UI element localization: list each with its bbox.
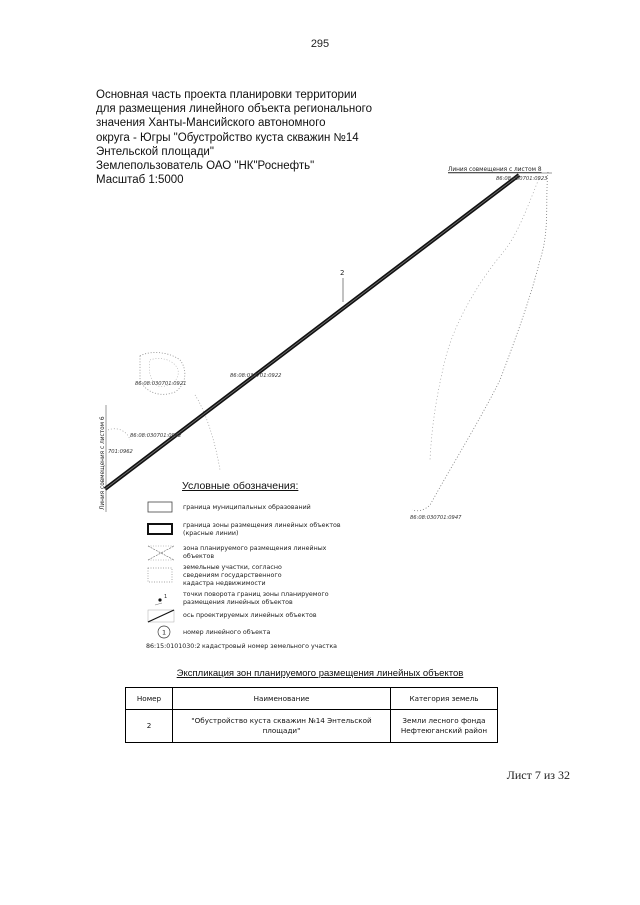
linear-object-axis: [105, 175, 519, 489]
title-line: Землепользователь ОАО "НК"Роснефть": [96, 160, 315, 173]
cadastral-number: 701:0962: [108, 449, 133, 455]
legend-item-text: зона планируемого размещения линейных объектов: [183, 545, 327, 560]
title-line: Основная часть проекта планировки территории: [96, 89, 357, 101]
cadastral-number: 86:08:030701:0922: [230, 373, 282, 379]
category-line: Земли лесного фонда: [402, 716, 486, 725]
legend-icon-axis-line: [148, 610, 174, 622]
svg-text:1: 1: [164, 594, 168, 600]
legend-icon-red-line-zone: [148, 524, 172, 534]
legend-item-text: номер линейного объекта: [183, 629, 271, 636]
title-line: округа - Югры "Обустройство куста скважин №14: [96, 131, 359, 144]
land-plot-outline: [430, 176, 540, 460]
column-header: Категория земель: [391, 688, 498, 710]
cell-category: [391, 710, 498, 743]
legend-title: Условные обозначения:: [182, 480, 299, 492]
table-title: Экспликация зон планируемого размещения линейных объектов: [176, 668, 464, 679]
legend-icon-municipal-boundary: [148, 502, 172, 512]
column-header: Номер: [126, 688, 173, 710]
category-line: Нефтеюганский район: [400, 726, 488, 735]
table-row: [126, 710, 498, 743]
legend-object-number-symbol: 1: [162, 628, 167, 637]
cell-name: "Обустройство куста скважин №14 Энтельской площади": [173, 710, 391, 743]
title-line: для размещения линейного объекта регионального: [96, 103, 372, 116]
legend-icon-object-number: [158, 626, 170, 638]
legend-icon-planned-zone: [148, 546, 174, 560]
cadastral-number: 86:08:030701:0921: [135, 381, 187, 387]
cadastral-number: 86:08:030701:0923: [496, 176, 548, 182]
cadastral-number: 86:08:030701:0962: [130, 433, 182, 439]
legend-item-text: ось проектируемых линейных объектов: [183, 612, 317, 619]
land-plot-outline: [412, 172, 548, 511]
cadastral-number: 86:08:030701:0947: [410, 515, 462, 521]
match-line-top-label: Линия совмещения с листом 8: [448, 167, 542, 173]
legend-item-text: точки поворота границ зоны планируемого размещения линейных объектов: [183, 591, 329, 606]
legend-item-text: граница муниципальных образований: [183, 504, 311, 511]
legend-icon-land-plots: [148, 568, 172, 582]
table-header-row: [126, 688, 498, 710]
legend-item-text: земельные участки, согласно сведениям государственного кадастра недвижимости: [183, 564, 282, 587]
land-plot-outline: [108, 429, 130, 440]
cell-number: 2: [126, 710, 173, 743]
page-number: 295: [310, 38, 330, 50]
scale-label: Масштаб 1:5000: [96, 174, 184, 187]
column-header: Наименование: [173, 688, 391, 710]
zones-table: [125, 687, 498, 743]
match-line-left-label: Линия совмещения с листом 6: [100, 416, 106, 510]
object-number-label: 2: [340, 269, 345, 277]
legend-item-text: граница зоны размещения линейных объектов (красные линии): [183, 522, 341, 537]
title-line: Энтельской площади": [96, 145, 214, 158]
legend-item-text: кадастровый номер земельного участка: [202, 643, 338, 650]
land-plot-outline: [140, 353, 185, 395]
legend-icon-turning-point: [155, 594, 167, 605]
legend-cadastral-symbol: 86:15:0101030:2: [146, 643, 201, 650]
sheet-label: Лист 7 из 32: [506, 768, 570, 782]
title-line: значения Ханты-Мансийского автономного: [96, 117, 326, 130]
